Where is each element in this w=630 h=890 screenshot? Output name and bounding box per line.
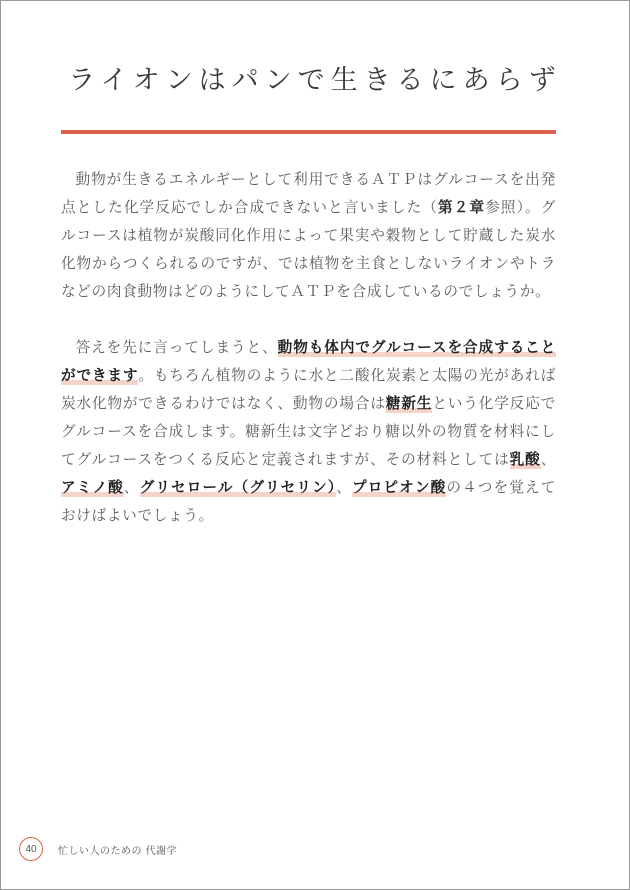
paragraph-2-text-d: の４つを覚えておけばよいでしょう。 <box>61 479 557 524</box>
separator-2: 、 <box>123 479 140 496</box>
page-number-badge <box>19 837 43 861</box>
highlight-propionic-acid: プロピオン酸 <box>351 479 447 496</box>
separator-1: 、 <box>540 451 556 468</box>
title-underline <box>61 130 556 134</box>
paragraph-2 <box>61 334 556 530</box>
page-footer <box>19 837 177 861</box>
paragraph-2-text-b: 。もちろん植物のように水と二酸化炭素と太陽の光があれば炭水化物ができるわけではなく、動物の場合は <box>61 367 556 412</box>
separator-3: 、 <box>336 479 352 496</box>
paragraph-2-text-c: という化学反応でグルコースを合成します。糖新生は文字どおり糖以外の物質を材料にしてグルコースをつくる反応と定義されますが、その材料としては <box>61 395 556 468</box>
paragraph-1-text-b: 参照）。グルコースは植物が炭酸同化作用によって果実や穀物として貯蔵した炭水化物からつくられるのですが、では植物を主食としないライオンやトラなどの肉食動物はどのようにしてＡＴＰを合成しているのでしょうか。 <box>61 199 557 300</box>
page-number: 40 <box>25 843 37 855</box>
chapter-reference: 第２章 <box>438 199 486 216</box>
paragraph-2-text-a: 答えを先に言ってしまうと、 <box>75 339 278 356</box>
highlight-key-answer: 動物も体内でグルコースを合成することができます <box>61 339 557 384</box>
highlight-lactic-acid: 乳酸 <box>509 451 541 468</box>
body-text <box>61 166 556 530</box>
highlight-glycerol: グリセロール（グリセリン） <box>139 479 337 496</box>
highlight-amino-acid: アミノ酸 <box>61 479 124 496</box>
paragraph-1 <box>61 166 556 306</box>
page-title: ライオンはパンで生きるにあらず <box>68 65 562 96</box>
highlight-gluconeogenesis: 糖新生 <box>385 395 433 412</box>
running-book-title: 忙しい人のための 代謝学 <box>58 845 178 857</box>
paragraph-1-text-a: 動物が生きるエネルギーとして利用できるＡＴＰはグルコースを出発点とした化学反応でしか合成できないと言いました（ <box>61 171 556 216</box>
